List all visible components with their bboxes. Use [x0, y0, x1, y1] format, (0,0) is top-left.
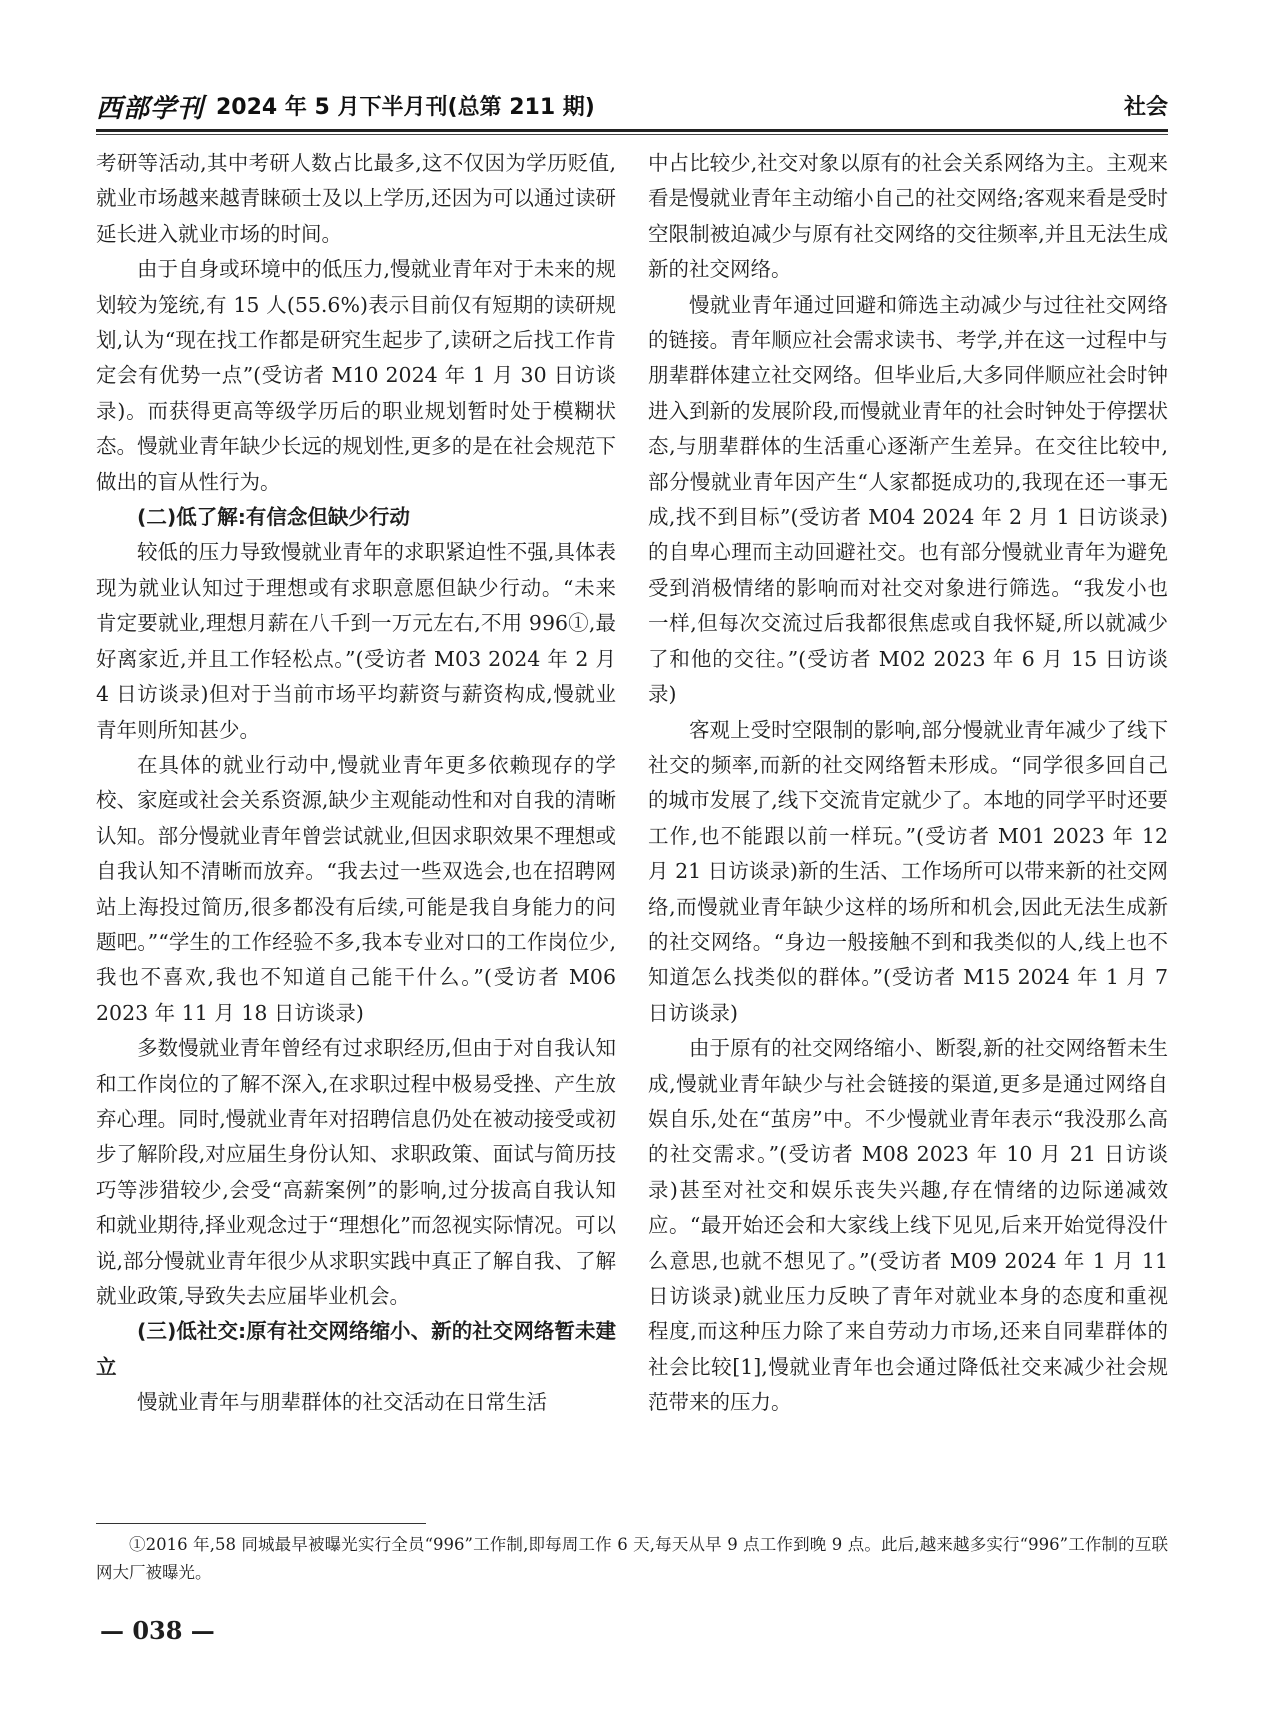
journal-logo: 西部学刊: [96, 94, 205, 124]
section-heading: (二)低了解:有信念但缺少行动: [137, 505, 410, 530]
issue-info: 2024 年 5 月下半月刊(总第 211 期): [216, 95, 595, 120]
section-label: 社会: [1123, 95, 1168, 120]
right-column: [648, 146, 1168, 1421]
footnote: ①2016 年,58 同城最早被曝光实行全员“996”工作制,即每周工作 6 天,每天从早 9 点工作到晚 9 点。此后,越来越多实行“996”工作制的互联网大厂被曝光。: [96, 1535, 1168, 1582]
paragraph: 慢就业青年通过回避和筛选主动减少与过往社交网络的链接。青年顺应社会需求读书、考学,并在这一过程中与朋辈群体建立社交网络。但毕业后,大多同伴顺应社会时钟进入到新的发展阶段,而慢就业青年的社会时钟处于停摆状态,与朋辈群体的生活重心逐渐产生差异。在交往比较中,部分慢就业青年因产生“人家都挺成功的,我现在还一事无成,找不到目标”(受访者 M04 2024 年 2 月 1 日访谈录)的自卑心理而主动回避社交。也有部分慢就业青年为避免受到消极情绪的影响而对社交对象进行筛选。“我发小也一样,但每次交流过后我都很焦虑或自我怀疑,所以就减少了和他的交往。”(受访者 M02 2023 年 6 月 15 日访谈录): [648, 292, 1168, 707]
paragraph: 考研等活动,其中考研人数占比最多,这不仅因为学历贬值,就业市场越来越青睐硕士及以上学历,还因为可以通过读研延长进入就业市场的时间。: [96, 151, 616, 246]
paragraph: 较低的压力导致慢就业青年的求职紧迫性不强,具体表现为就业认知过于理想或有求职意愿但缺少行动。“未来肯定要就业,理想月薪在八千到一万元左右,不用 996①,最好离家近,并且工作轻松点。”(受访者 M03 2024 年 2 月 4 日访谈录)但对于当前市场平均薪资与薪资构成,慢就业青年则所知甚少。: [96, 540, 616, 742]
paragraph: 中占比较少,社交对象以原有的社会关系网络为主。主观来看是慢就业青年主动缩小自己的社交网络;客观来看是受时空限制被迫减少与原有社交网络的交往频率,并且无法生成新的社交网络。: [648, 151, 1168, 282]
paragraph: 由于原有的社交网络缩小、断裂,新的社交网络暂未生成,慢就业青年缺少与社会链接的渠道,更多是通过网络自娱自乐,处在“茧房”中。不少慢就业青年表示“我没那么高的社交需求。”(受访者 M08 2023 年 10 月 21 日访谈录)甚至对社交和娱乐丧失兴趣,存在情绪的边际递减效应。“最开始还会和大家线上线下见见,后来开始觉得没什么意思,也就不想见了。”(受访者 M09 2024 年 1 月 11 日访谈录)就业压力反映了青年对就业本身的态度和重视程度,而这种压力除了来自劳动力市场,还来自同辈群体的社会比较[1],慢就业青年也会通过降低社交来减少社会规范带来的压力。: [648, 1036, 1168, 1415]
paragraph: 多数慢就业青年曾经有过求职经历,但由于对自我认知和工作岗位的了解不深入,在求职过程中极易受挫、产生放弃心理。同时,慢就业青年对招聘信息仍处在被动接受或初步了解阶段,对应届生身份认知、求职政策、面试与简历技巧等涉猎较少,会受“高薪案例”的影响,过分拔高自我认知和就业期待,择业观念过于“理想化”而忽视实际情况。可以说,部分慢就业青年很少从求职实践中真正了解自我、了解就业政策,导致失去应届毕业机会。: [96, 1036, 616, 1308]
header-rule-thin: [96, 134, 1168, 135]
footnote-rule: [96, 1523, 426, 1524]
running-header: [96, 88, 1168, 128]
paragraph: 慢就业青年与朋辈群体的社交活动在日常生活: [137, 1390, 547, 1415]
paragraph: 客观上受时空限制的影响,部分慢就业青年减少了线下社交的频率,而新的社交网络暂未形成。“同学很多回自己的城市发展了,线下交流肯定就少了。本地的同学平时还要工作,也不能跟以前一样玩。”(受访者 M01 2023 年 12 月 21 日访谈录)新的生活、工作场所可以带来新的社交网络,而慢就业青年缺少这样的场所和机会,因此无法生成新的社交网络。“身边一般接触不到和我类似的人,线上也不知道怎么找类似的群体。”(受访者 M15 2024 年 1 月 7 日访谈录): [648, 717, 1168, 1025]
header-rule-thick: [96, 129, 1168, 132]
left-column: [96, 146, 616, 1421]
section-heading: (三)低社交:原有社交网络缩小、新的社交网络暂未建立: [96, 1319, 616, 1379]
page-number: — 038 —: [100, 1616, 215, 1645]
paragraph: 由于自身或环境中的低压力,慢就业青年对于未来的规划较为笼统,有 15 人(55.6%)表示目前仅有短期的读研规划,认为“现在找工作都是研究生起步了,读研之后找工作肯定会有优势一点”(受访者 M10 2024 年 1 月 30 日访谈录)。而获得更高等级学历后的职业规划暂时处于模糊状态。慢就业青年缺少长远的规划性,更多的是在社会规范下做出的盲从性行为。: [96, 257, 616, 494]
paragraph: 在具体的就业行动中,慢就业青年更多依赖现存的学校、家庭或社会关系资源,缺少主观能动性和对自我的清晰认知。部分慢就业青年曾尝试就业,但因求职效果不理想或自我认知不清晰而放弃。“我去过一些双选会,也在招聘网站上海投过简历,很多都没有后续,可能是我自身能力的问题吧。”“学生的工作经验不多,我本专业对口的工作岗位少,我也不喜欢,我也不知道自己能干什么。”(受访者 M06 2023 年 11 月 18 日访谈录): [96, 752, 616, 1025]
